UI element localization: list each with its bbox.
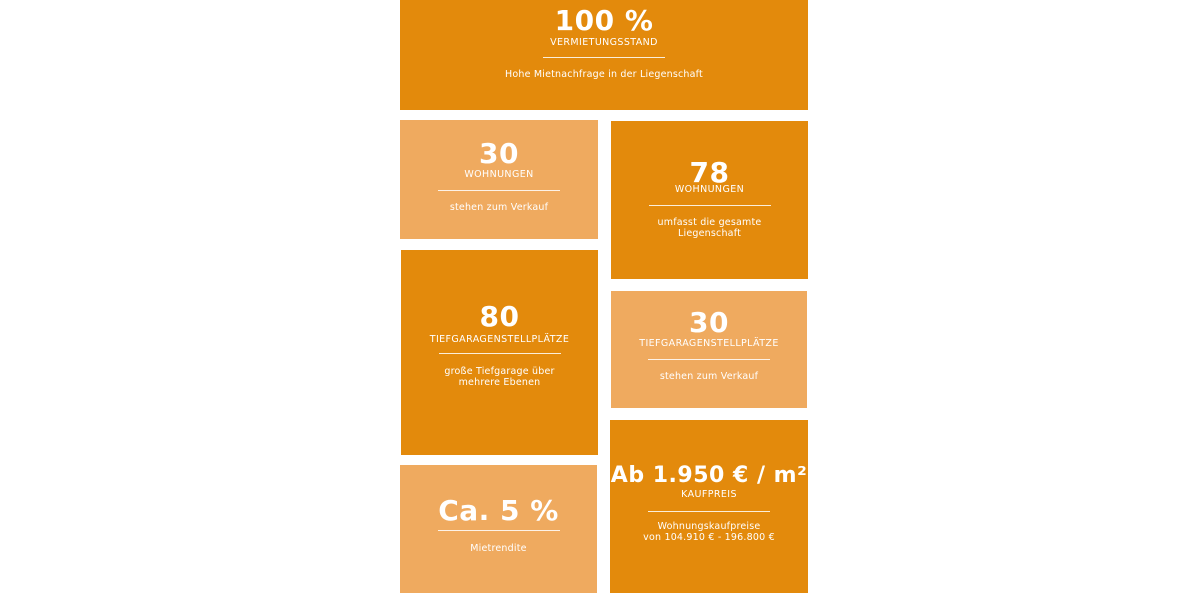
- parking-for-sale-description: stehen zum Verkauf: [659, 371, 759, 382]
- units-for-sale-description: stehen zum Verkauf: [449, 202, 549, 213]
- parking-total-description-line2: mehrere Ebenen: [458, 377, 541, 388]
- units-total-value: 78: [689, 156, 730, 189]
- occupancy-value: 100 %: [554, 4, 654, 37]
- parking-total-label: TIEFGARAGENSTELLPLÄTZE: [429, 334, 570, 345]
- price-tile: [610, 420, 808, 593]
- yield-tile: [400, 465, 597, 593]
- parking-total-description-line1: große Tiefgarage über: [444, 366, 555, 377]
- parking-total-separator: [439, 353, 561, 354]
- yield-value: Ca. 5 %: [438, 494, 559, 527]
- units-for-sale-label: WOHNUNGEN: [464, 169, 534, 180]
- parking-for-sale-label: TIEFGARAGENSTELLPLÄTZE: [639, 338, 779, 349]
- units-total-separator: [649, 205, 771, 206]
- units-total-description-line2: Liegenschaft: [678, 228, 741, 239]
- price-separator: [648, 511, 770, 512]
- yield-separator: [438, 530, 560, 531]
- units-total-tile: [611, 121, 808, 279]
- price-label: KAUFPREIS: [681, 489, 737, 500]
- units-for-sale-tile: [400, 120, 598, 239]
- parking-for-sale-value: 30: [689, 306, 729, 339]
- occupancy-label: VERMIETUNGSSTAND: [550, 37, 658, 48]
- units-for-sale-value: 30: [479, 137, 519, 170]
- occupancy-description: Hohe Mietnachfrage in der Liegenschaft: [505, 69, 703, 80]
- occupancy-tile: [400, 0, 808, 110]
- units-total-label: WOHNUNGEN: [674, 184, 745, 195]
- occupancy-separator: [543, 57, 665, 58]
- price-value: Ab 1.950 € / m²: [610, 463, 808, 488]
- yield-description: Mietrendite: [470, 543, 527, 554]
- units-for-sale-separator: [438, 190, 560, 191]
- price-description-line1: Wohnungskaufpreise: [657, 521, 761, 532]
- parking-total-value: 80: [479, 300, 520, 333]
- price-description-line2: von 104.910 € - 196.800 €: [643, 532, 775, 543]
- parking-for-sale-separator: [648, 359, 770, 360]
- parking-for-sale-tile: [611, 291, 807, 408]
- parking-total-tile: [401, 250, 598, 455]
- units-total-description-line1: umfasst die gesamte: [657, 217, 762, 228]
